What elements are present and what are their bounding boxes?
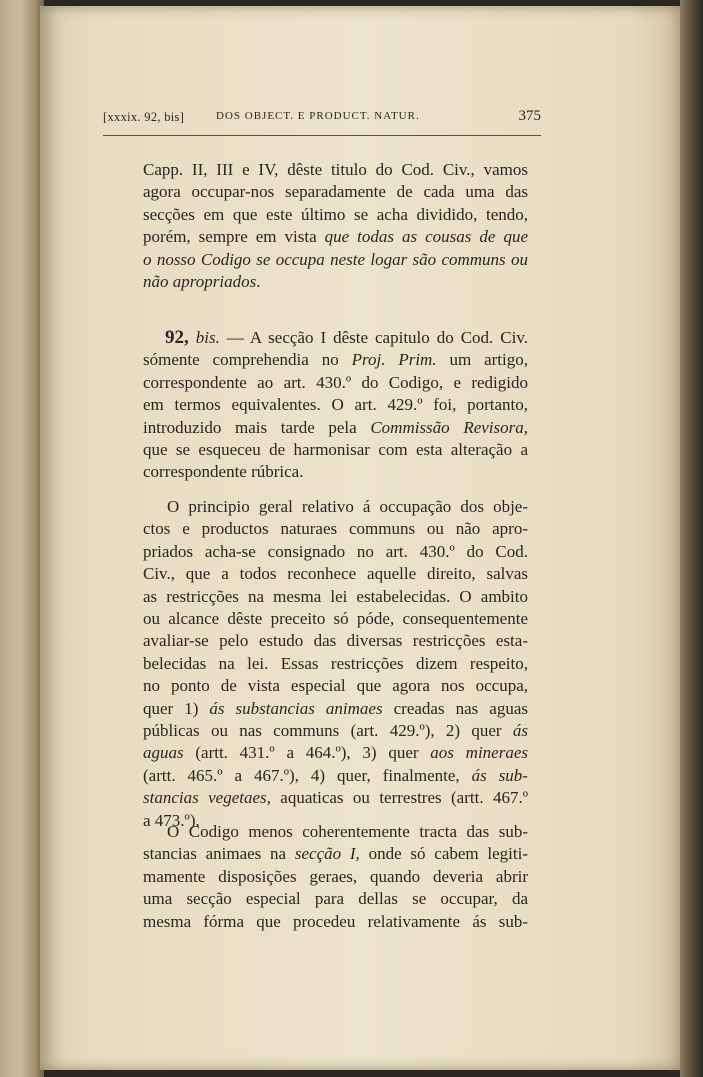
- paragraph-1: [143, 159, 528, 293]
- text-line: no ponto de vista especial que agora nos occupa,: [143, 676, 528, 696]
- paragraph-3: [143, 496, 528, 832]
- text-line: belecidas na lei. Essas restricções dizem respeito,: [143, 653, 528, 673]
- text-line: (artt. 465.º a 467.º), 4) quer, finalmente, ás sub-: [143, 765, 528, 785]
- text-line: que se esqueceu de harmonisar com esta alteração a: [143, 440, 528, 460]
- text-line: correspondente ao art. 430.º do Codigo, e redigido: [143, 372, 528, 392]
- text-line: públicas ou nas communs (art. 429.º), 2) quer ás: [143, 721, 528, 741]
- text-line: as restricções na mesma lei estabelecidas. O ambito: [143, 586, 528, 606]
- text-line: porém, sempre em vista que todas as cousas de que: [143, 227, 528, 247]
- section-number: 92,: [165, 327, 189, 348]
- text-line: ou alcance dêste preceito só póde, consequentemente: [143, 609, 528, 629]
- text-line: secções em que este último se acha dividido, tendo,: [143, 204, 528, 224]
- text-line: correspondente rúbrica.: [143, 462, 304, 482]
- paragraph-2: [143, 327, 528, 484]
- header-section-ref: [xxxix. 92, bis]: [103, 110, 185, 124]
- header-title: DOS OBJECT. E PRODUCT. NATUR.: [216, 110, 420, 122]
- page-number: 375: [518, 108, 541, 124]
- text-line: O Codigo menos coherentemente tracta das sub-: [167, 822, 528, 841]
- text-line: priados acha-se consignado no art. 430.º do Cod.: [143, 541, 528, 561]
- text-line: uma secção especial para dellas se occupar, da: [143, 889, 528, 909]
- text-line: aguas (artt. 431.º a 464.º), 3) quer aos mineraes: [143, 743, 528, 763]
- paragraph-4: [143, 821, 528, 933]
- text-line: não apropriados.: [143, 272, 261, 292]
- text-line: em termos equivalentes. O art. 429.º foi, portanto,: [143, 395, 528, 415]
- text-line: a 473.º).: [143, 810, 200, 830]
- text-line: Capp. II, III e IV, dêste titulo do Cod. Civ., vamos: [143, 160, 528, 179]
- running-header: [103, 106, 541, 132]
- text-line: mamente disposições geraes, quando deveria abrir: [143, 866, 528, 886]
- text-fragment: — A secção I dêste capitulo do Cod. Civ.: [226, 328, 528, 347]
- text-line: introduzido mais tarde pela Commissão Revisora,: [143, 417, 528, 437]
- text-line: sómente comprehendia no Proj. Prim. um artigo,: [143, 350, 528, 370]
- book-edge: [680, 0, 703, 1077]
- section-suffix: bis.: [195, 328, 220, 347]
- facing-page-edge: [0, 0, 44, 1077]
- text-line: O principio geral relativo á occupação dos obje-: [167, 497, 528, 516]
- text-line: ctos e productos naturaes communs ou não apro-: [143, 519, 528, 539]
- text-line: stancias vegetaes, aquaticas ou terrestres (artt. 467.º: [143, 788, 528, 808]
- text-line: stancias animaes na secção I, onde só cabem legiti-: [143, 844, 529, 864]
- text-line: mesma fórma que procedeu relativamente ás sub-: [143, 911, 528, 931]
- text-line: avaliar-se pelo estudo das diversas restricções esta-: [143, 631, 528, 651]
- header-rule: [103, 135, 541, 136]
- text-line: o nosso Codigo se occupa neste logar são communs ou: [143, 249, 528, 269]
- text-line: quer 1) ás substancias animaes creadas nas aguas: [143, 698, 528, 718]
- text-line: agora occupar-nos separadamente de cada uma das: [143, 182, 528, 202]
- text-line: Civ., que a todos reconhece aquelle direito, salvas: [143, 564, 528, 584]
- text-line: [143, 327, 528, 349]
